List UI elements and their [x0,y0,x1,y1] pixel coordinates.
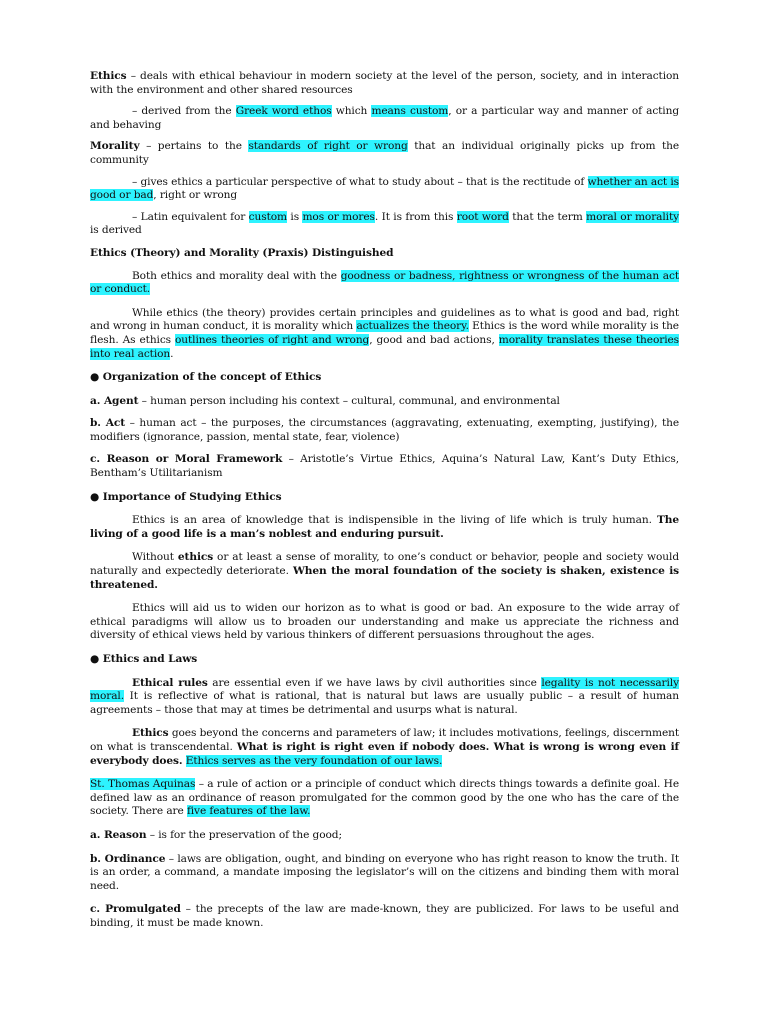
feature-reason: a. Reason – is for the preservation of the good; [90,828,342,841]
importance-paragraph-1: Ethics is an area of knowledge that is indispensible in the living of life which is truly human. The living of a good life is a man’s noblest and enduring pursuit. [90,514,679,540]
section-heading-laws: ● Ethics and Laws [90,653,198,665]
morality-perspective: – gives ethics a particular perspective of what to study about – that is the rectitude of whether an act is good or bad, right or wrong [90,175,679,202]
highlight-goodness-badness: goodness or badness, rightness or wrongness of the human act or conduct. [90,269,680,296]
organization-agent: a. Agent – human person including his context – cultural, communal, and environmental [90,394,560,407]
highlight-good-or-bad: whether an act is good or bad [90,175,679,202]
aquinas-paragraph: St. Thomas Aquinas – a rule of action or a principle of conduct which directs things towards a definite goal. He defined law as an ordinance of reason promulgated for the common good by the one who has the care of the society. There are five features of the law. [90,778,679,818]
ethics-definition: Ethics – deals with ethical behaviour in modern society at the level of the person, society, and in interaction with the environment and other shared resources [90,70,679,96]
highlight-root-word: root word [456,210,509,223]
highlight-mos-mores: mos or mores [302,210,375,223]
morality-latin: – Latin equivalent for custom is mos or mores. It is from this root word that the term moral or morality is derived [90,210,680,237]
morality-definition: Morality – pertains to the standards of right or wrong that an individual originally picks up from the community [90,140,679,166]
highlight-five-features: five features of the law. [186,805,311,818]
morality-term: Morality [90,140,140,153]
distinguished-paragraph-1: Both ethics and morality deal with the goodness or badness, rightness or wrongness of the human act or conduct. [90,269,680,296]
highlight-aquinas: St. Thomas Aquinas [90,778,196,791]
highlight-legality: legality is not necessarily moral. [90,676,679,703]
highlight-actualizes: actualizes the theory. [356,320,469,333]
ethics-derivation: – derived from the Greek word ethos which means custom, or a particular way and manner of acting and behaving [90,105,679,131]
section-heading-organization: ● Organization of the concept of Ethics [90,371,322,384]
highlight-means-custom: means custom [371,105,449,118]
highlight-moral-morality: moral or morality [586,210,680,223]
highlight-greek-word: Greek word ethos [235,105,332,118]
highlight-foundation-laws: Ethics serves as the very foundation of our laws. [185,754,443,767]
ethics-term: Ethics [90,70,127,82]
organization-act: b. Act – human act – the purposes, the circumstances (aggravating, extenuating, exempting, justifying), the modifiers (ignorance, passion, mental state, fear, violence) [90,417,679,443]
highlight-custom: custom [248,210,287,223]
organization-reason: c. Reason or Moral Framework – Aristotle’s Virtue Ethics, Aquina’s Natural Law, Kant’s Duty Ethics, Bentham’s Utilitarianism [90,453,679,480]
highlight-standards: standards of right or wrong [248,140,408,153]
section-heading-distinguished: Ethics (Theory) and Morality (Praxis) Distinguished [90,246,394,259]
section-heading-importance: ● Importance of Studying Ethics [90,490,282,503]
feature-promulgated: c. Promulgated – the precepts of the law are made-known, they are publicized. For laws to be useful and binding, it must be made known. [90,903,679,929]
feature-ordinance: b. Ordinance – laws are obligation, ought, and binding on everyone who has right reason to know the truth. It is an order, a command, a mandate imposing the legislator’s will on the citizens and binding them with moral need. [90,852,679,892]
importance-paragraph-2: Without ethics or at least a sense of morality, to one’s conduct or behavior, people and society would naturally and expectedly deteriorate. When the moral foundation of the society is shaken, existence is threatened. [90,551,679,591]
highlight-outlines-theories: outlines theories of right and wrong [175,333,370,346]
highlight-translates-theories: morality translates these theories into real action [90,333,679,360]
laws-paragraph-1: Ethical rules are essential even if we have laws by civil authorities since legality is not necessarily moral. It is reflective of what is rational, that is natural but laws are usually public – a result of human agreements – those that may at times be detrimental and usurps what is natural. [90,676,679,716]
distinguished-paragraph-2: While ethics (the theory) provides certain principles and guidelines as to what is good and bad, right and wrong in human conduct, it is morality which actualizes the theory. Ethics is the word while morality is the flesh. As ethics outlines theories of right and wrong, good and bad actions, morality translates these theories into real action. [90,306,679,360]
laws-paragraph-2: Ethics goes beyond the concerns and parameters of law; it includes motivations, feelings, discernment on what is transcendental. What is right is right even if nobody does. What is wrong is wrong even if everybody does. Ethics serves as the very foundation of our laws. [90,727,679,767]
importance-paragraph-3: Ethics will aid us to widen our horizon as to what is good or bad. An exposure to the wide array of ethical paradigms will allow us to broaden our understanding and make us appreciate the richness and diversity of ethical views held by various thinkers of different persuasions throughout the ages. [90,602,679,642]
